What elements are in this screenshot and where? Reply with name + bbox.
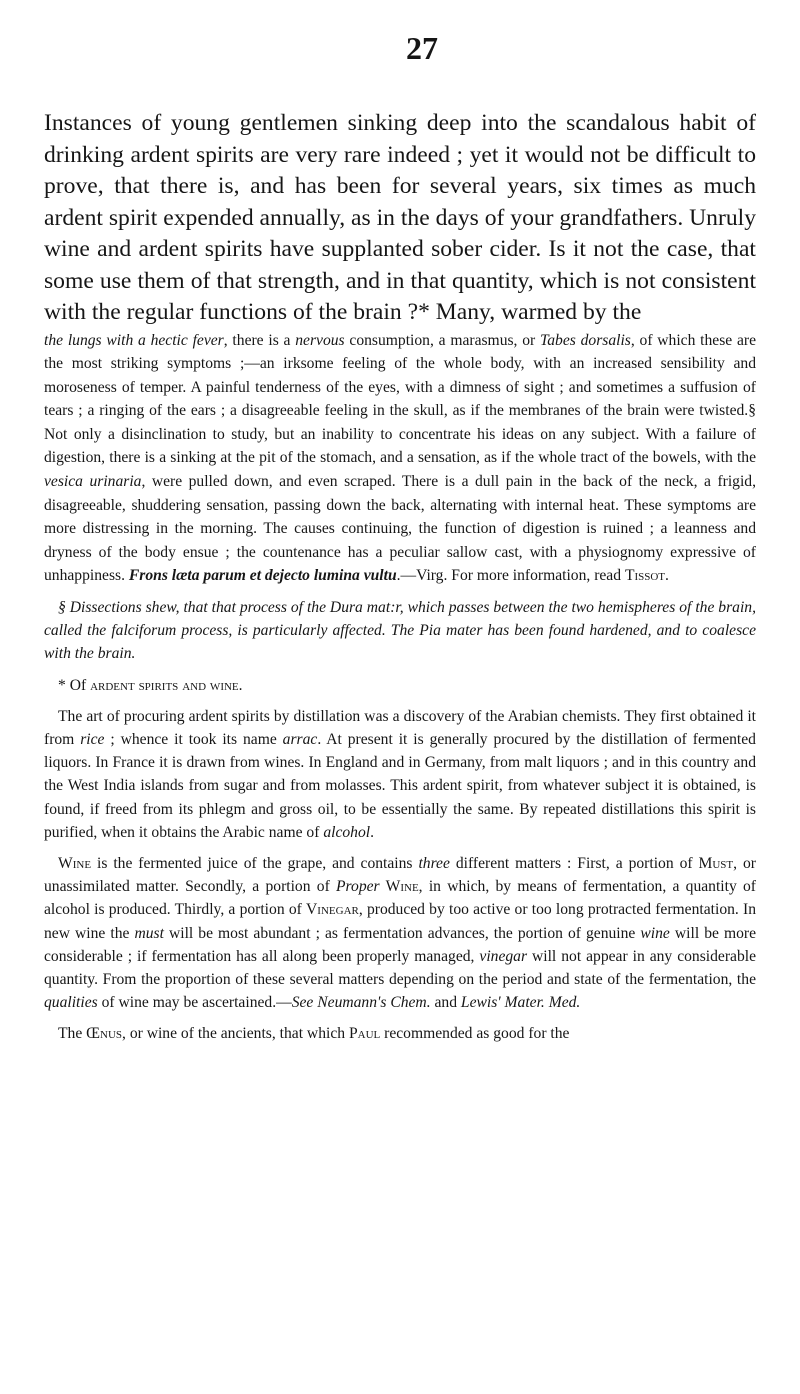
text-run: consumption, a marasmus, or <box>344 331 540 349</box>
small-caps-text: Paul <box>348 1025 381 1043</box>
text-run: , of which these are the most striking symptoms ;—an irksome feeling of the whole body, with an increased sensibility and moroseness of temper. A painful tenderness of the eyes, with a dimness of sight ; and sometimes a suffusion of tears ; a ringing of the ears ; a disagreeable feeling in the skull, as if the membranes of the brain were twisted.§ Not only a disinclination to study, but an inability to concentrate his ideas on any subject. With a failure of digestion, there is a sinking at the pit of the stomach, and a sensation, as if the whole tract of the bowels, with the <box>44 331 757 467</box>
text-run: . <box>370 823 374 841</box>
page-number: 27 <box>406 30 438 66</box>
italic-text: Tabes dorsalis <box>540 331 631 349</box>
text-run: will be more considerable ; if fermentation has all along been properly managed, <box>44 924 756 965</box>
text-run: ; whence it took its name <box>104 731 283 749</box>
italic-text: alcohol <box>323 823 371 841</box>
text-run: . <box>665 567 669 585</box>
italic-text: Proper <box>336 878 380 896</box>
text-run: , were pulled down, and even scraped. There is a dull pain in the back of the neck, a frigid, disagreeable, shuddering sensation, passing down the back, alternating with internal heat. These symptoms are more distressing in the morning. The causes continuing, the function of digestion is ruined ; a leanness and dryness of the body ensue ; the countenance has a peculiar sallow cast, with a physiognomy expressive of unhappiness. <box>44 473 756 585</box>
small-caps-text: Wine <box>58 855 92 873</box>
text-run: will not appear in any considerable quantity. From the proportion of these several matters depending on the period and state of the fermentation, the <box>44 947 756 989</box>
small-caps-text: Must <box>698 855 734 873</box>
text-run: will be most abundant ; as fermentation advances, the portion of genuine <box>163 924 641 942</box>
symptoms-paragraph <box>44 329 756 589</box>
italic-text: wine <box>640 924 670 942</box>
text-run: , in which, by means of fermentation, a quantity of alcohol is produced. Thirdly, a portion of <box>44 878 757 919</box>
citation: See Neumann's Chem. <box>291 994 431 1012</box>
text-run: different matters : First, a portion of <box>449 855 699 873</box>
text-run: .—Virg. For more information, read <box>396 567 625 585</box>
italic-text: arrac <box>282 731 318 749</box>
italic-text: vesica urinaria <box>44 473 142 491</box>
footnote-heading <box>44 674 756 697</box>
italic-text: three <box>418 855 450 873</box>
text-run: , produced by too active or too long protracted fermentation. In new wine the <box>44 901 757 942</box>
text-run: The art of procuring ardent spirits by distillation was a discovery of the Arabian chemists. They first obtained it from <box>44 707 756 749</box>
footnote-heading-title: ardent spirits and wine. <box>90 676 243 694</box>
text-run: , or wine of the ancients, that which <box>122 1025 349 1043</box>
small-caps-text: Vinegar <box>306 901 359 919</box>
italic-text: the lungs with a hectic fever <box>44 331 224 349</box>
text-run: and <box>430 994 461 1012</box>
text-run: is the fermented juice of the grape, and contains <box>91 855 419 873</box>
text-run: , there is a <box>223 331 296 349</box>
author-name: Tissot <box>624 567 666 585</box>
italic-text: must <box>134 924 164 942</box>
footnote-paragraph-spirits <box>44 705 756 844</box>
footnote-paragraph-wine <box>44 852 756 1014</box>
latin-quote: Frons læta parum et dejecto lumina vultu <box>128 567 397 585</box>
small-caps-text: Œnus <box>86 1025 123 1043</box>
lead-paragraph: Instances of young gentlemen sinking deep into the scandalous habit of drinking ardent spirits are very rare indeed ; yet it would not be difficult to prove, that there is, and has been for several years, six times as much ardent spirit expended annually, as in the days of your grandfathers. Unruly wine and ardent spirits have supplanted sober cider. Is it not the case, that some use them of that strength, and in that quantity, which is not consistent with the regular functions of the brain ?* Many, warmed by the <box>44 110 756 325</box>
footnote-paragraph-oenus <box>44 1022 756 1045</box>
italic-text: nervous <box>295 331 345 349</box>
small-caps-text: Wine <box>379 878 419 896</box>
citation: Lewis' Mater. Med. <box>460 994 581 1012</box>
text-run: . At present it is generally procured by the distillation of fermented liquors. In France it is drawn from wines. In England and in Germany, from malt liquors ; and in this country and the West India islands from sugar and from molasses. This ardent spirit, from whatever subject it is obtained, is found, if freed from its phlegm and gross oil, to be essentially the same. By repeated distillations this spirit is purified, when it obtains the Arabic name of <box>44 731 756 841</box>
text-run: , or unassimilated matter. Secondly, a portion of <box>44 855 756 896</box>
book-page <box>44 30 756 1046</box>
italic-text: rice <box>80 731 105 749</box>
text-run: recommended as good for the <box>380 1025 570 1043</box>
italic-text: qualities <box>44 994 98 1012</box>
italic-text: vinegar <box>479 947 528 965</box>
footnote-mark: * Of <box>58 676 91 694</box>
footnote-section: § Dissections shew, that that process of the Dura mat:r, which passes between the two hemispheres of the brain, called the falciforum process, is particularly affected. The Pia mater has been found hardened, and to coalesce with the brain. <box>44 599 756 663</box>
text-run: The <box>58 1025 87 1043</box>
text-run: of wine may be ascertained.— <box>97 994 292 1012</box>
